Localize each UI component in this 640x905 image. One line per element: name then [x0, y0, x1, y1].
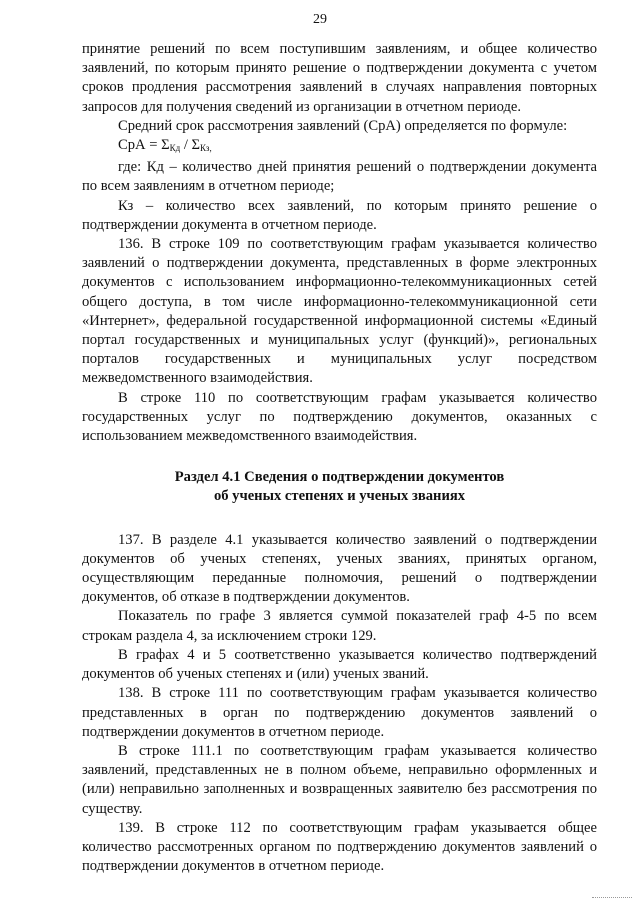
scan-artifact [592, 897, 632, 901]
section-heading [82, 468, 597, 506]
paragraph: 136. В строке 109 по соответствующим графам указывается количество заявлений о подтверждении документа, представленных в форме электронных документов с использованием информационно-телекоммуникационных сетей общего доступа, в том числе информационно-телекоммуникационной сети «Интернет», федеральной государственной информационной системы «Единый портал государственных и муниципальных услуг (функций)», региональных порталов государственных и муниципальных услуг посредством межведомственного взаимодействия. [82, 236, 597, 387]
paragraph: В строке 110 по соответствующим графам указывается количество государственных услуг по подтверждению документов, оказанных с использованием межведомственного взаимодействия. [82, 389, 597, 445]
paragraph: где: Кд – количество дней принятия решений о подтверждении документа по всем заявлениям в отчетном периоде; [82, 159, 597, 195]
paragraph: принятие решений по всем поступившим заявлениям, и общее количество заявлений, по которым принято решение о подтверждении документа с учетом сроков продления рассмотрения заявлений в случаях направления повторных запросов для получения сведений из организации в отчетном периоде. [82, 41, 597, 115]
paragraph: 139. В строке 112 по соответствующим графам указывается общее количество рассмотренных органом по подтверждению документов заявлений о подтверждении документов в отчетном периоде. [82, 819, 597, 875]
paragraph: 137. В разделе 4.1 указывается количество заявлений о подтверждении документов об ученых степенях, ученых званиях, принятых органом, осуществляющим переданные полномочия, решений о подтверждении документов, об отказе в подтверждении документов. [82, 531, 597, 606]
formula [82, 136, 597, 158]
paragraph: Показатель по графе 3 является суммой показателей граф 4-5 по всем строкам раздела 4, за исключением строки 129. [82, 608, 597, 644]
formula-sub-kz: Кз, [200, 143, 212, 154]
page-number: 29 [313, 12, 327, 27]
paragraph: Средний срок рассмотрения заявлений (СрА) определяется по формуле: [118, 117, 568, 134]
paragraph: 138. В строке 111 по соответствующим графам указывается количество представленных в орган по подтверждению документов заявлений о подтверждении документов в отчетном периоде. [82, 685, 597, 740]
body-text [82, 40, 597, 876]
paragraph: Кз – количество всех заявлений, по которым принято решение о подтверждении документа в отчетном периоде. [82, 197, 597, 233]
paragraph: В строке 111.1 по соответствующим графам указывается количество заявлений, представленных не в полном объеме, неправильно оформленных и (или) неправильно заполненных и возвращенных заявителю без рассмотрения по существу. [82, 742, 597, 817]
section-heading-line2: об ученых степенях и ученых званиях [213, 488, 466, 505]
section-heading-line1: Раздел 4.1 Сведения о подтверждении документов [174, 469, 505, 486]
formula-sub-kd: Кд [169, 143, 181, 154]
paragraph: В графах 4 и 5 соответственно указывается количество подтверждений документов об ученых степенях и (или) ученых званий. [82, 646, 597, 683]
formula-mid: / Σ [180, 137, 201, 154]
formula-lhs: СрА = Σ [118, 137, 170, 154]
